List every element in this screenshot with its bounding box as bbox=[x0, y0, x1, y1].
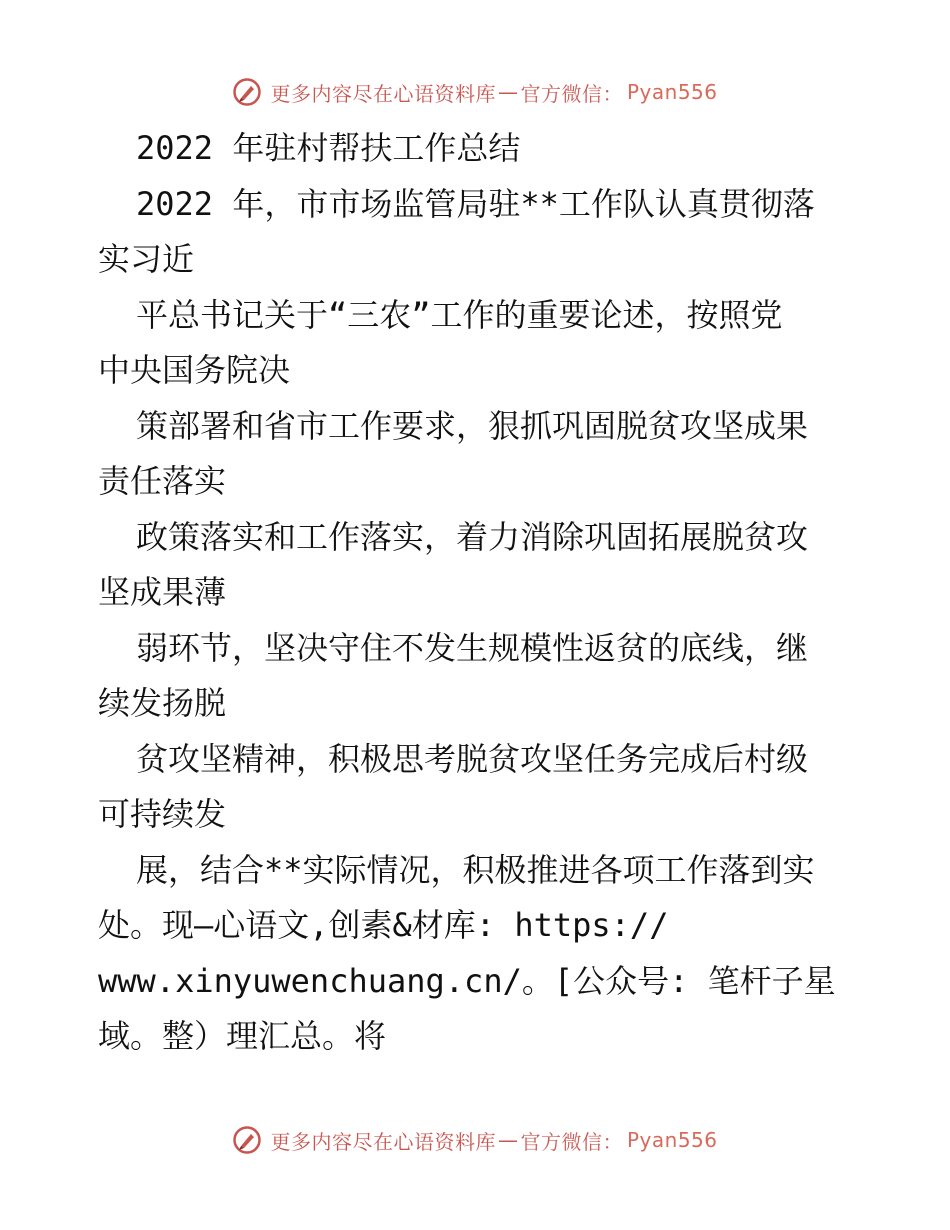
doc-line: 处。现—心语文,创素&材库: https:// bbox=[98, 906, 669, 944]
doc-line: 中央国务院决 bbox=[98, 351, 291, 389]
doc-line: 平总书记关于“三农”工作的重要论述，按照党 bbox=[136, 295, 783, 334]
watermark-main-text: 更多内容尽在心语资料库 bbox=[270, 1129, 496, 1154]
doc-title: 2022 年驻村帮扶工作总结 bbox=[136, 129, 521, 167]
doc-line: 弱环节，坚决守住不发生规模性返贫的底线，继 bbox=[136, 628, 809, 667]
doc-line: 贫攻坚精神，积极思考脱贫攻坚任务完成后村级 bbox=[136, 739, 809, 778]
doc-line: 续发扬脱 bbox=[98, 684, 227, 722]
watermark-sub-text: 官方微信： bbox=[520, 1129, 623, 1154]
doc-line: 实习近 bbox=[98, 240, 195, 278]
document-body bbox=[98, 122, 858, 1066]
doc-line: 坚成果薄 bbox=[98, 573, 227, 611]
doc-line: www.xinyuwenchuang.cn/。[公众号: 笔杆子星 bbox=[98, 961, 836, 1000]
doc-line: 域。整）理汇总。将 bbox=[98, 1017, 387, 1055]
doc-line: 责任落实 bbox=[98, 462, 227, 500]
pen-logo-icon bbox=[232, 1125, 262, 1155]
watermark-dash: — bbox=[497, 80, 519, 104]
doc-line: 政策落实和工作落实，着力消除巩固拓展脱贫攻 bbox=[136, 517, 809, 556]
watermark-sub-text: 官方微信： bbox=[520, 81, 623, 106]
doc-line: 可持续发 bbox=[98, 795, 227, 833]
doc-line: 2022 年，市市场监管局驻**工作队认真贯彻落 bbox=[136, 184, 815, 223]
watermark-dash: — bbox=[497, 1128, 519, 1152]
doc-line: 展，结合**实际情况，积极推进各项工作落到实 bbox=[136, 850, 815, 889]
watermark-id: Pyan556 bbox=[626, 80, 718, 104]
pen-logo-icon bbox=[232, 77, 262, 107]
doc-line: 策部署和省市工作要求，狠抓巩固脱贫攻坚成果 bbox=[136, 406, 809, 445]
watermark-header bbox=[0, 72, 950, 112]
watermark-id: Pyan556 bbox=[626, 1128, 718, 1152]
watermark-main-text: 更多内容尽在心语资料库 bbox=[270, 81, 496, 106]
watermark-footer bbox=[0, 1120, 950, 1160]
